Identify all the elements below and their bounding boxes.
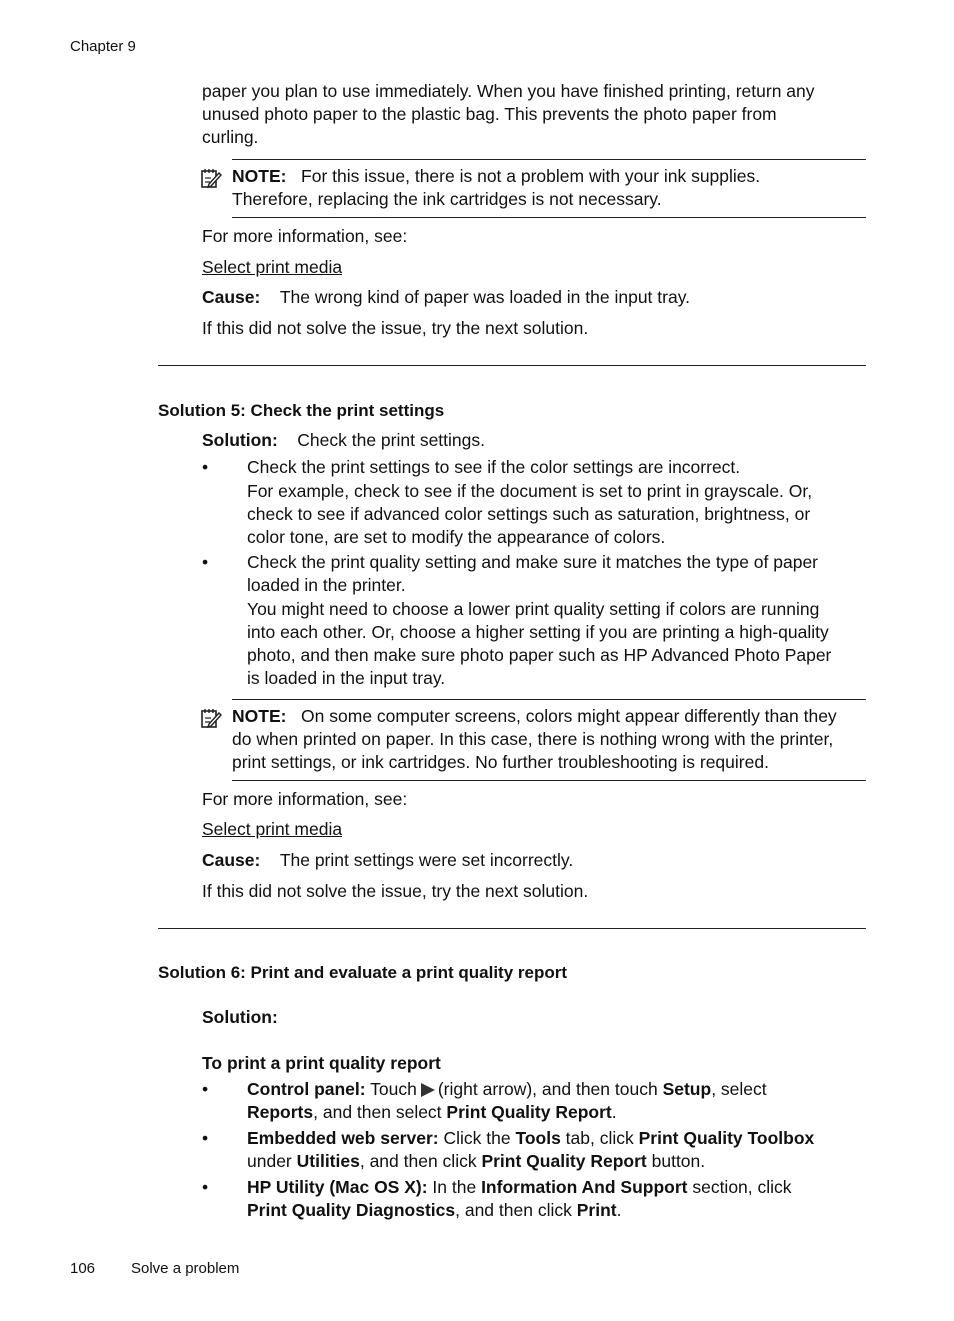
right-arrow-icon (421, 1083, 435, 1097)
section-divider (158, 365, 866, 366)
intro-paragraph (202, 80, 866, 149)
solution-label: Solution: (202, 1007, 278, 1027)
bullet-line: Check the print settings to see if the color settings are incorrect. (247, 457, 741, 477)
bullet-subline: You might need to choose a lower print quality setting if colors are running (247, 599, 820, 619)
bullet-text-embedded-web-server: Embedded web server: Click the Tools tab, click Print Quality Toolbox under Utilities, and then click Print Quality Report button. (247, 1128, 815, 1171)
note-line: print settings, or ink cartridges. No further troubleshooting is required. (232, 752, 769, 772)
bullet: • (202, 1177, 209, 1197)
select-print-media-link[interactable]: Select print media (202, 819, 343, 839)
section-divider (158, 928, 866, 929)
bullet-line: loaded in the printer. (247, 575, 406, 595)
solution-text: Check the print settings. (297, 430, 485, 450)
bullet-subline: For example, check to see if the document is set to print in grayscale. Or, (247, 481, 813, 501)
note-line: On some computer screens, colors might appear differently than they (301, 706, 837, 726)
bullet-subline: color tone, are set to modify the appearance of colors. (247, 527, 666, 547)
bullet: • (202, 1128, 209, 1148)
solution-label: Solution: (202, 430, 278, 450)
cause-label: Cause: (202, 850, 261, 870)
solution-6-heading: Solution 6: Print and evaluate a print quality report (158, 963, 567, 982)
procedure-title: To print a print quality report (202, 1053, 441, 1073)
cause-text: The print settings were set incorrectly. (279, 850, 574, 870)
bullet-line: Check the print quality setting and make sure it matches the type of paper (247, 552, 819, 572)
chapter-label: Chapter 9 (70, 38, 136, 55)
next-solution-text: If this did not solve the issue, try the next solution. (202, 881, 589, 901)
note-top-rule (232, 159, 866, 160)
bullet-text-hp-utility: HP Utility (Mac OS X): In the Information And Support section, click Print Quality Diagnostics, and then click Print. (247, 1177, 792, 1220)
note-bottom-rule (232, 780, 866, 781)
bullet-text-control-panel: Control panel: Touch (right arrow), and then touch Setup, select Reports, and then select Print Quality Report. (247, 1079, 767, 1122)
more-info-text: For more information, see: (202, 789, 408, 809)
note-top-rule (232, 699, 866, 700)
bullet-text (247, 551, 867, 690)
note-line: For this issue, there is not a problem with your ink supplies. (301, 166, 761, 186)
bullet-subline: photo, and then make sure photo paper such as HP Advanced Photo Paper (247, 645, 832, 665)
page-number: 106 (70, 1260, 96, 1277)
select-print-media-link[interactable]: Select print media (202, 257, 343, 277)
bullet: • (202, 1079, 209, 1099)
cause-line (202, 286, 866, 309)
note-icon (200, 707, 222, 729)
note-label: NOTE: (232, 166, 287, 186)
note-text (232, 165, 872, 211)
bullet-subline: check to see if advanced color settings such as saturation, brightness, or (247, 504, 811, 524)
intro-line: paper you plan to use immediately. When you have finished printing, return any (202, 81, 815, 101)
cause-label: Cause: (202, 287, 261, 307)
bullet-subline: is loaded in the input tray. (247, 668, 446, 688)
bullet-subline: into each other. Or, choose a higher setting if you are printing a high-quality (247, 622, 829, 642)
solution-5-heading: Solution 5: Check the print settings (158, 401, 445, 420)
cause-line (202, 849, 866, 872)
note-line: do when printed on paper. In this case, there is nothing wrong with the printer, (232, 729, 834, 749)
note-text (232, 705, 872, 774)
more-info-text: For more information, see: (202, 226, 408, 246)
bullet: • (202, 457, 209, 477)
cause-text: The wrong kind of paper was loaded in the input tray. (279, 287, 691, 307)
footer-section: Solve a problem (131, 1260, 240, 1277)
intro-line: curling. (202, 127, 259, 147)
note-label: NOTE: (232, 706, 287, 726)
note-icon (200, 167, 222, 189)
next-solution-text: If this did not solve the issue, try the next solution. (202, 318, 589, 338)
bullet: • (202, 552, 209, 572)
solution-line (202, 429, 866, 452)
intro-line: unused photo paper to the plastic bag. This prevents the photo paper from (202, 104, 777, 124)
bullet-text (247, 456, 867, 549)
note-line: Therefore, replacing the ink cartridges is not necessary. (232, 189, 662, 209)
note-bottom-rule (232, 217, 866, 218)
